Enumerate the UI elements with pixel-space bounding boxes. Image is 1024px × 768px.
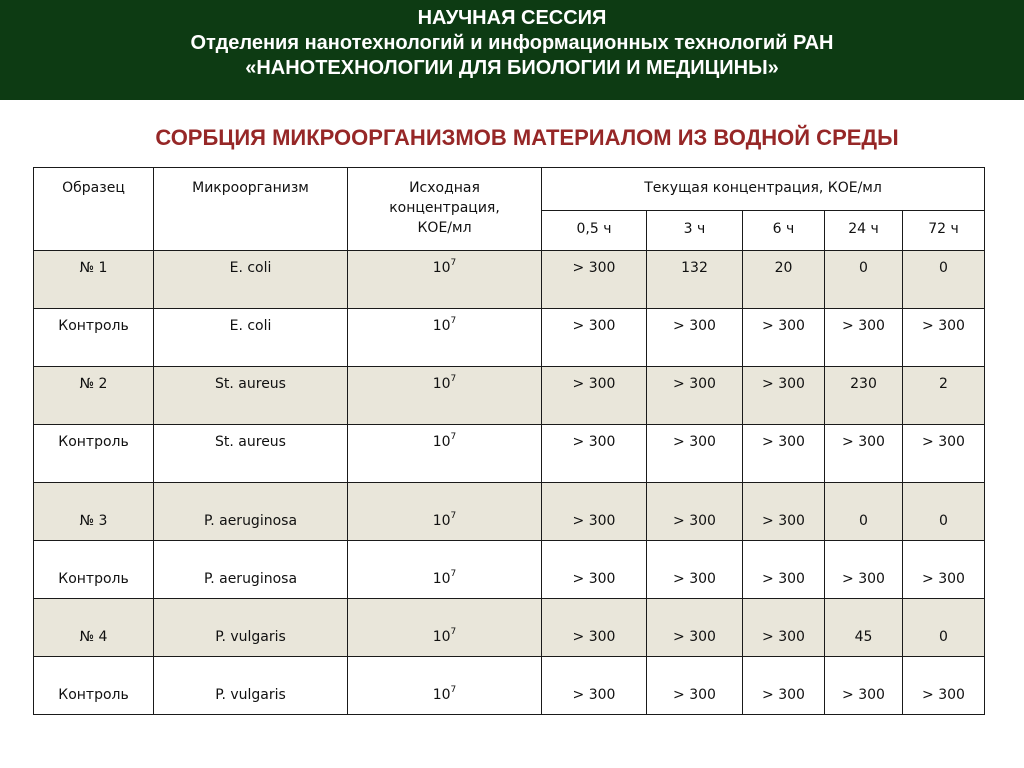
- cell-value: > 300: [743, 541, 825, 599]
- cell-value: 0: [903, 251, 985, 309]
- cell-initial: $10^7$: [348, 541, 542, 599]
- table-row: [34, 309, 985, 367]
- cell-value: 0: [903, 483, 985, 541]
- header-current-concentration: Текущая концентрация, КОЕ/мл: [542, 168, 985, 211]
- slide-title: СОРБЦИЯ МИКРООРГАНИЗМОВ МАТЕРИАЛОМ ИЗ ВОДНОЙ СРЕДЫ: [155, 125, 899, 150]
- cell-value: > 300: [743, 425, 825, 483]
- cell-sample: Контроль: [34, 541, 154, 599]
- cell-organism: P. aeruginosa: [154, 483, 348, 541]
- cell-value: 230: [825, 367, 903, 425]
- cell-value: > 300: [542, 599, 647, 657]
- cell-value: > 300: [647, 309, 743, 367]
- cell-value: > 300: [903, 309, 985, 367]
- cell-value: > 300: [903, 657, 985, 715]
- cell-value: > 300: [647, 483, 743, 541]
- cell-initial: $10^7$: [348, 425, 542, 483]
- cell-value: > 300: [542, 657, 647, 715]
- cell-value: 20: [743, 251, 825, 309]
- header-row-1: [34, 168, 985, 211]
- cell-value: > 300: [542, 541, 647, 599]
- cell-value: > 300: [743, 599, 825, 657]
- cell-value: > 300: [647, 599, 743, 657]
- cell-sample: Контроль: [34, 425, 154, 483]
- cell-value: 0: [825, 251, 903, 309]
- table-row: [34, 599, 985, 657]
- cell-value: > 300: [743, 657, 825, 715]
- cell-sample: № 3: [34, 483, 154, 541]
- cell-sample: № 4: [34, 599, 154, 657]
- cell-value: > 300: [647, 425, 743, 483]
- table-row: [34, 367, 985, 425]
- cell-initial: $10^7$: [348, 309, 542, 367]
- cell-value: 132: [647, 251, 743, 309]
- cell-value: > 300: [743, 483, 825, 541]
- header-organism: Микроорганизм: [154, 168, 348, 251]
- cell-initial: $10^7$: [348, 483, 542, 541]
- session-banner: [0, 0, 1024, 100]
- cell-organism: P. vulgaris: [154, 599, 348, 657]
- cell-initial: $10^7$: [348, 599, 542, 657]
- cell-initial: $10^7$: [348, 367, 542, 425]
- header-time: 0,5 ч: [542, 211, 647, 251]
- sorption-table: [33, 167, 985, 715]
- cell-sample: № 2: [34, 367, 154, 425]
- header-initial-concentration: Исходная концентрация, КОЕ/мл: [348, 168, 542, 251]
- cell-value: > 300: [825, 309, 903, 367]
- cell-organism: St. aureus: [154, 425, 348, 483]
- cell-value: > 300: [903, 541, 985, 599]
- cell-value: > 300: [647, 657, 743, 715]
- cell-value: > 300: [825, 657, 903, 715]
- cell-value: > 300: [542, 251, 647, 309]
- header-time: 24 ч: [825, 211, 903, 251]
- cell-value: > 300: [542, 309, 647, 367]
- table-row: [34, 657, 985, 715]
- cell-value: 45: [825, 599, 903, 657]
- banner-line-1: НАУЧНАЯ СЕССИЯ: [417, 7, 607, 29]
- cell-initial: $10^7$: [348, 251, 542, 309]
- cell-organism: St. aureus: [154, 367, 348, 425]
- table-row: [34, 483, 985, 541]
- cell-sample: № 1: [34, 251, 154, 309]
- cell-sample: Контроль: [34, 657, 154, 715]
- cell-value: > 300: [903, 425, 985, 483]
- cell-value: > 300: [542, 425, 647, 483]
- cell-value: > 300: [647, 541, 743, 599]
- header-sample: Образец: [34, 168, 154, 251]
- cell-value: > 300: [825, 425, 903, 483]
- cell-organism: E. coli: [154, 251, 348, 309]
- cell-value: > 300: [542, 483, 647, 541]
- cell-value: > 300: [743, 367, 825, 425]
- table-row: [34, 251, 985, 309]
- cell-organism: P. vulgaris: [154, 657, 348, 715]
- header-time: 72 ч: [903, 211, 985, 251]
- cell-value: > 300: [825, 541, 903, 599]
- cell-value: > 300: [647, 367, 743, 425]
- header-time: 3 ч: [647, 211, 743, 251]
- table-row: [34, 541, 985, 599]
- cell-initial: $10^7$: [348, 657, 542, 715]
- cell-value: 2: [903, 367, 985, 425]
- cell-organism: P. aeruginosa: [154, 541, 348, 599]
- cell-sample: Контроль: [34, 309, 154, 367]
- cell-value: 0: [903, 599, 985, 657]
- banner-line-3: «НАНОТЕХНОЛОГИИ ДЛЯ БИОЛОГИИ И МЕДИЦИНЫ»: [245, 57, 779, 79]
- cell-value: > 300: [743, 309, 825, 367]
- cell-value: > 300: [542, 367, 647, 425]
- cell-value: 0: [825, 483, 903, 541]
- banner-line-2: Отделения нанотехнологий и информационных технологий РАН: [190, 32, 834, 54]
- cell-organism: E. coli: [154, 309, 348, 367]
- header-time: 6 ч: [743, 211, 825, 251]
- table-row: [34, 425, 985, 483]
